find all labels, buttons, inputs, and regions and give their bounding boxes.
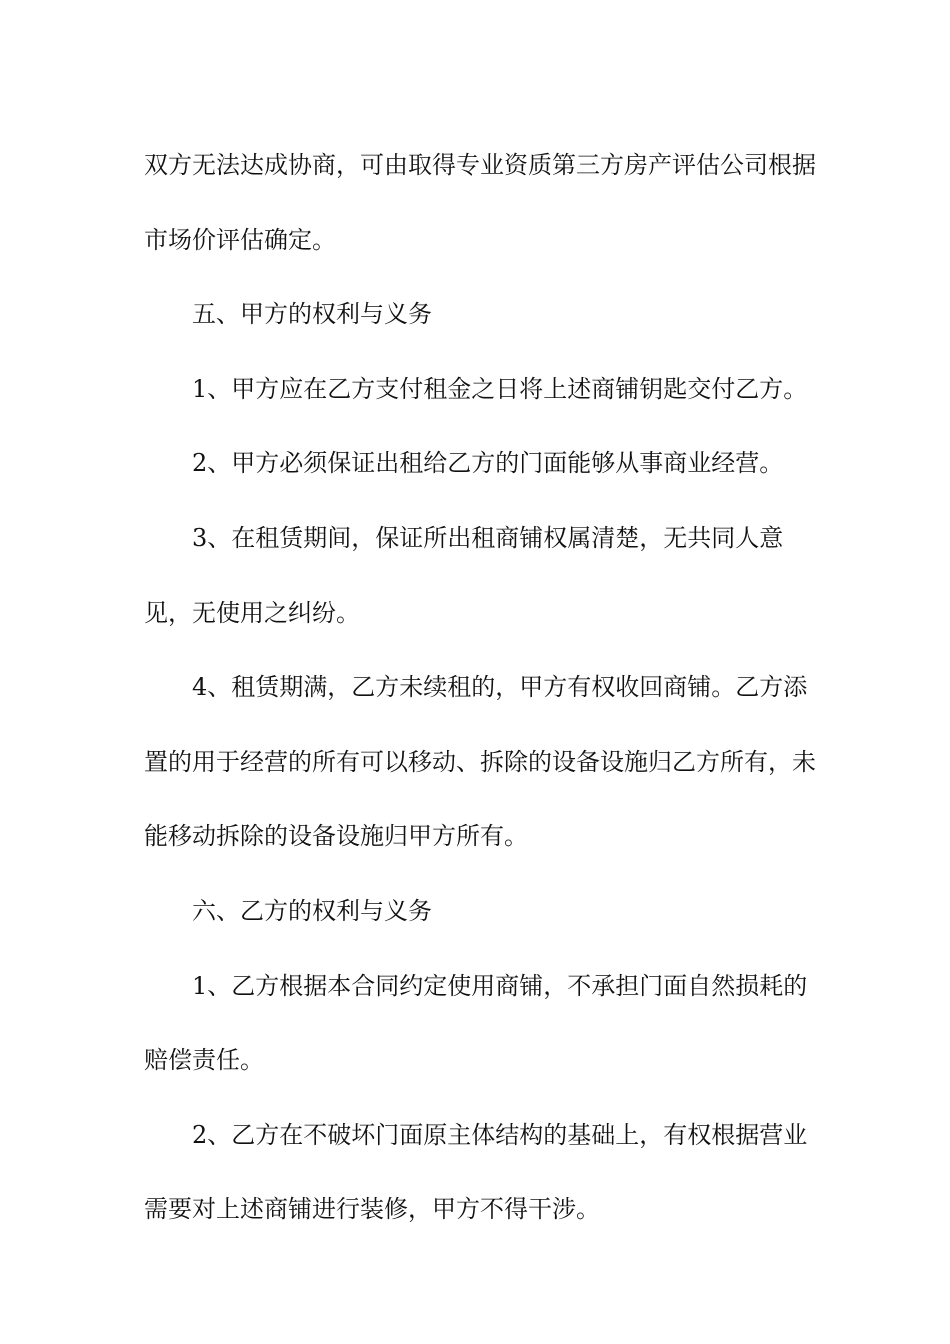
document-body (144, 128, 824, 1247)
clause-5-3: 3、在租赁期间，保证所出租商铺权属清楚，无共同人意见，无使用之纠纷。 (144, 523, 784, 627)
clause-5-4: 4、租赁期满，乙方未续租的，甲方有权收回商铺。乙方添置的用于经营的所有可以移动、拆除的设备设施归乙方所有，未能移动拆除的设备设施归甲方所有。 (144, 673, 816, 851)
paragraph-continuation: 双方无法达成协商，可由取得专业资质第三方房产评估公司根据市场价评估确定。 (144, 151, 816, 254)
section-heading-five: 五、甲方的权利与义务 (192, 300, 432, 329)
clause-5-1: 1、甲方应在乙方支付租金之日将上述商铺钥匙交付乙方。 (192, 374, 808, 403)
clause-6-1: 1、乙方根据本合同约定使用商铺，不承担门面自然损耗的赔偿责任。 (144, 971, 808, 1075)
section-heading-six: 六、乙方的权利与义务 (192, 896, 432, 925)
clause-6-2: 2、乙方在不破坏门面原主体结构的基础上，有权根据营业需要对上述商铺进行装修，甲方不得干涉。 (144, 1120, 808, 1224)
clause-5-2: 2、甲方必须保证出租给乙方的门面能够从事商业经营。 (192, 449, 784, 478)
